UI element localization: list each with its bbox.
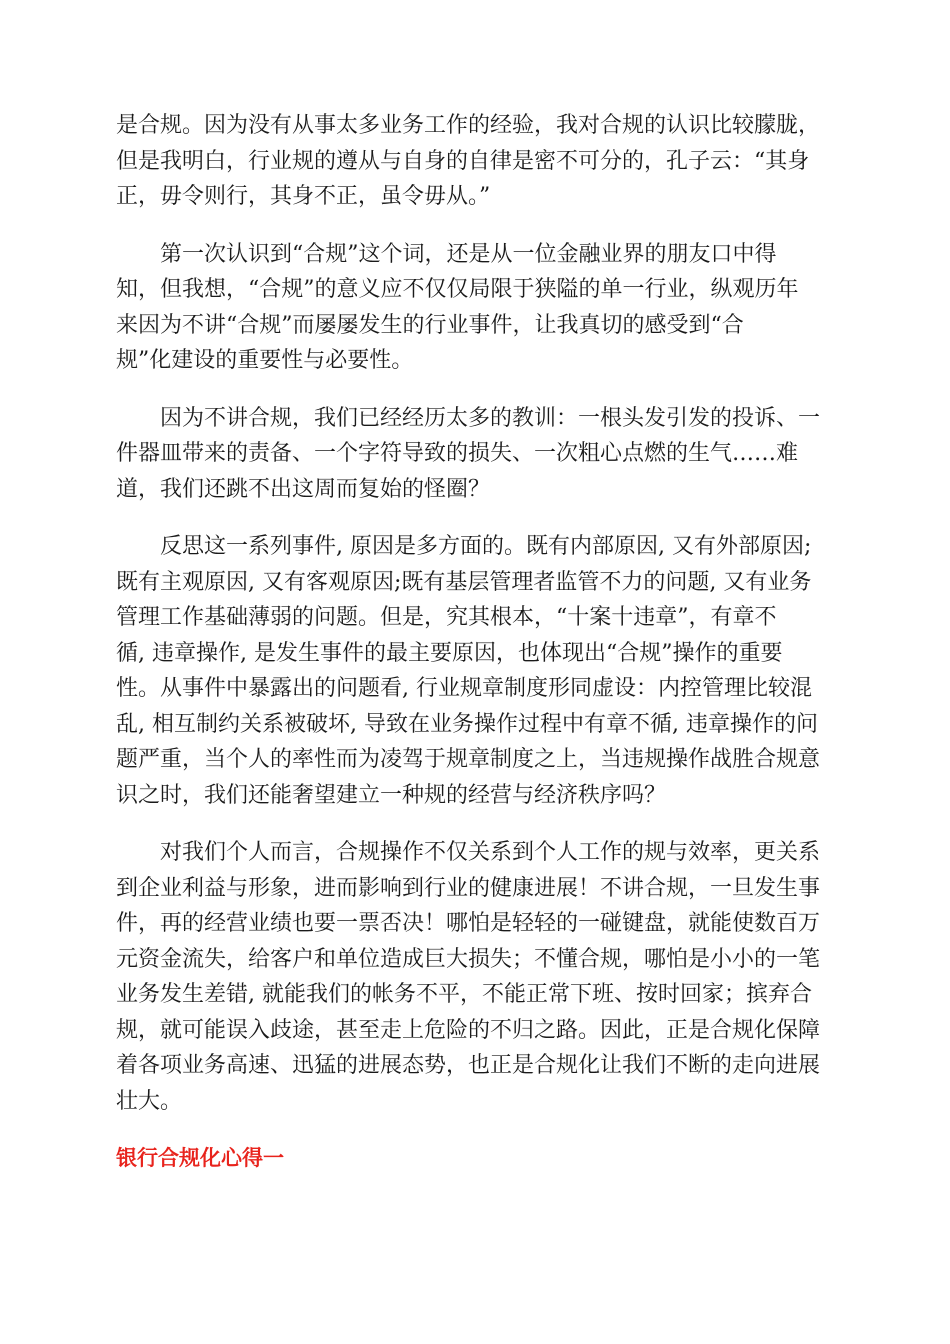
text-line: 正，毋令则行，其身不正，虽令毋从。”	[116, 184, 491, 209]
text-line: 管理工作基础薄弱的问题。但是，究其根本，“十案十违章”，有章不	[116, 605, 777, 630]
section-heading: 银行合规化心得一	[116, 1146, 284, 1170]
text-line: 识之时，我们还能奢望建立一种规的经营与经济秩序吗？	[116, 782, 667, 808]
paragraph	[116, 237, 836, 379]
text-line: 既有主观原因, 又有客观原因;既有基层管理者监管不力的问题, 又有业务	[116, 569, 812, 595]
text-line: 乱, 相互制约关系被破坏, 导致在业务操作过程中有章不循, 违章操作的问	[116, 711, 818, 737]
document-page	[116, 108, 836, 1176]
text-line: 壮大。	[116, 1088, 183, 1114]
text-line: 是合规。因为没有从事太多业务工作的经验，我对合规的认识比较朦胧，	[116, 113, 821, 138]
text-line: 反思这一系列事件, 原因是多方面的。既有内部原因, 又有外部原因;	[116, 534, 812, 559]
text-line: 性。从事件中暴露出的问题看, 行业规章制度形同虚设：内控管理比较混	[116, 676, 812, 701]
text-line: 知，但我想，“合规”的意义应不仅仅局限于狭隘的单一行业，纵观历年	[116, 277, 799, 302]
paragraph	[116, 529, 836, 813]
paragraph	[116, 401, 836, 508]
text-line: 业务发生差错, 就能我们的帐务不平，不能正常下班、按时回家；摈弃合	[116, 982, 812, 1007]
text-line: 但是我明白，行业规的遵从与自身的自律是密不可分的，孔子云：“其身	[116, 148, 810, 174]
text-line: 到企业利益与形象，进而影响到行业的健康进展！不讲合规，一旦发生事	[116, 875, 821, 901]
text-line: 元资金流失，给客户和单位造成巨大损失；不懂合规，哪怕是小小的一笔	[116, 946, 821, 972]
text-line: 因为不讲合规，我们已经经历太多的教训：一根头发引发的投诉、一	[116, 405, 821, 431]
text-line: 规”化建设的重要性与必要性。	[116, 348, 414, 373]
text-line: 着各项业务高速、迅猛的进展态势，也正是合规化让我们不断的走向进展	[116, 1053, 821, 1078]
text-line: 规，就可能误入歧途，甚至走上危险的不归之路。因此，正是合规化保障	[116, 1017, 821, 1043]
text-line: 循, 违章操作, 是发生事件的最主要原因，也体现出“合规”操作的重要	[116, 640, 783, 666]
text-line: 来因为不讲“合规”而屡屡发生的行业事件，让我真切的感受到“合	[116, 312, 744, 338]
text-line: 第一次认识到“合规”这个词，还是从一位金融业界的朋友口中得	[116, 241, 777, 267]
document-body	[116, 108, 836, 1119]
text-line: 件器皿带来的责备、一个字符导致的损失、一次粗心点燃的生气……难	[116, 441, 799, 466]
text-line: 件，再的经营业绩也要一票否决！哪怕是轻轻的一碰键盘，就能使数百万	[116, 911, 821, 936]
paragraph	[116, 108, 836, 215]
text-line: 题严重，当个人的率性而为凌驾于规章制度之上，当违规操作战胜合规意	[116, 747, 821, 772]
text-line: 道，我们还跳不出这周而复始的怪圈？	[116, 476, 491, 502]
paragraph	[116, 835, 836, 1119]
text-line: 对我们个人而言，合规操作不仅关系到个人工作的规与效率，更关系	[116, 840, 821, 865]
